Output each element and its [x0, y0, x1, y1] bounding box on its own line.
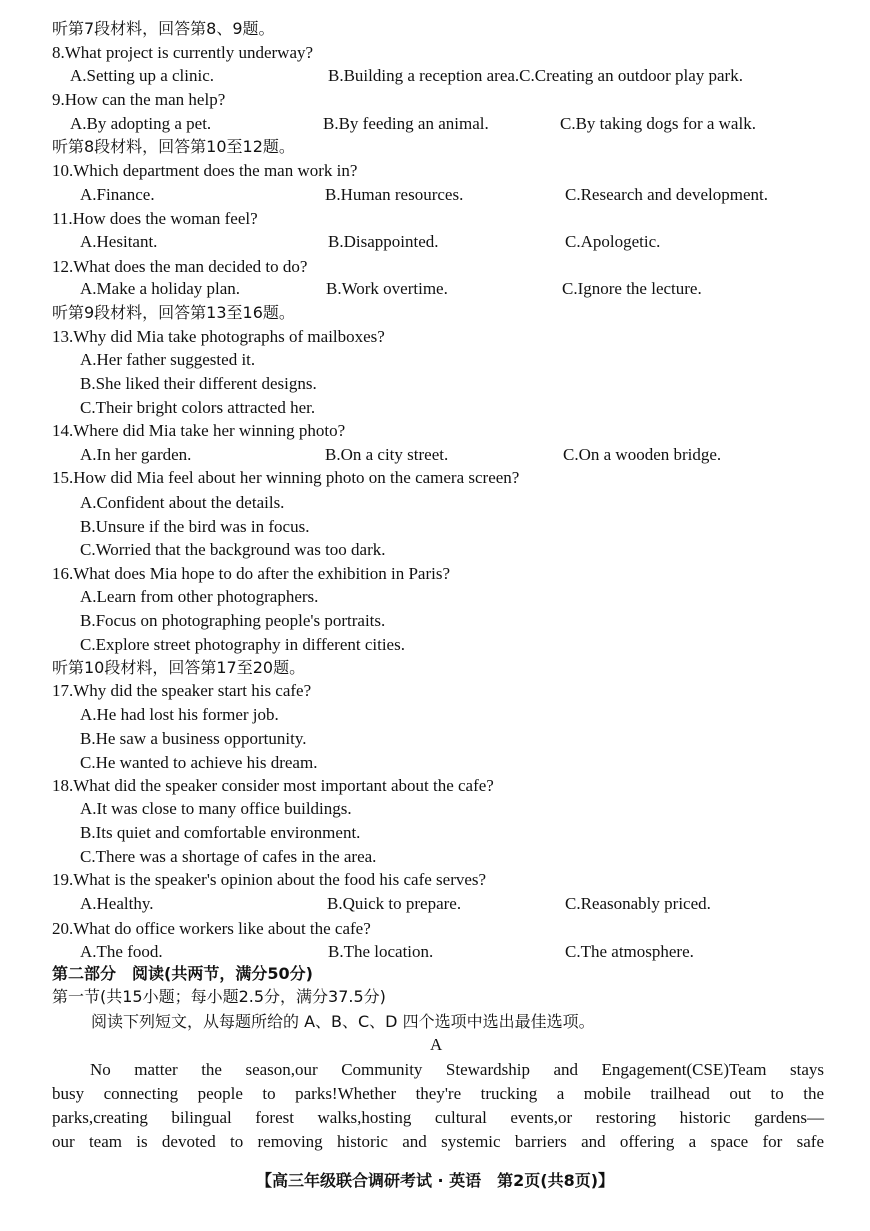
section-instruction: 听第10段材料，回答第17至20题。 [52, 658, 306, 677]
section-instruction: 听第7段材料，回答第8、9题。 [52, 19, 275, 38]
question-stem: 8.What project is currently underway? [52, 43, 314, 62]
question-stem: A.By adopting a pet. [70, 114, 212, 133]
answer-option: B.On a city street. [325, 445, 449, 464]
reading-instruction: 阅读下列短文，从每题所给的 A、B、C、D 四个选项中选出最佳选项。 [91, 1012, 595, 1031]
question-stem: 14.Where did Mia take her winning photo? [52, 421, 346, 440]
answer-option: A.In her garden. [80, 445, 192, 464]
answer-option: C.On a wooden bridge. [563, 445, 722, 464]
answer-option: A.Healthy. [80, 894, 154, 913]
answer-option: B.He saw a business opportunity. [80, 729, 307, 748]
answer-option: B.The location. [328, 942, 434, 961]
answer-option: A.Her father suggested it. [80, 350, 256, 369]
question-stem: 16.What does Mia hope to do after the exhibition in Paris? [52, 564, 450, 583]
passage-line: No matter the season,our Community Stewardship and Engagement(CSE)Team stays [90, 1060, 824, 1079]
passage-label: A [430, 1035, 443, 1054]
answer-option: C.Research and development. [565, 185, 768, 204]
question-stem: A.Setting up a clinic. [70, 66, 215, 85]
answer-option: C.Apologetic. [565, 232, 661, 251]
question-stem: B.Building a reception area.C.Creating an outdoor play park. [328, 66, 743, 85]
question-stem: 10.Which department does the man work in? [52, 161, 358, 180]
answer-option: B.Work overtime. [326, 279, 448, 298]
answer-option: C.Their bright colors attracted her. [80, 398, 316, 417]
section1-heading: 第一节(共15小题；每小题2.5分，满分37.5分) [52, 987, 386, 1006]
question-stem: C.By taking dogs for a walk. [560, 114, 756, 133]
answer-option: B.She liked their different designs. [80, 374, 317, 393]
answer-option: B.Unsure if the bird was in focus. [80, 517, 310, 536]
answer-option: C.Reasonably priced. [565, 894, 711, 913]
question-stem: 9.How can the man help? [52, 90, 226, 109]
question-stem: 18.What did the speaker consider most important about the cafe? [52, 776, 494, 795]
passage-line: parks,creating bilingual forest walks,hosting cultural events,or restoring historic gardens— [52, 1108, 824, 1127]
answer-option: C.Worried that the background was too dark. [80, 540, 386, 559]
question-stem: 13.Why did Mia take photographs of mailboxes? [52, 327, 385, 346]
answer-option: B.Focus on photographing people's portraits. [80, 611, 386, 630]
answer-option: A.Hesitant. [80, 232, 158, 251]
answer-option: C.Ignore the lecture. [562, 279, 702, 298]
part2-heading: 第二部分 阅读(共两节，满分50分) [52, 964, 313, 983]
answer-option: A.Learn from other photographers. [80, 587, 319, 606]
answer-option: A.Finance. [80, 185, 155, 204]
answer-option: A.The food. [80, 942, 163, 961]
answer-option: B.Human resources. [325, 185, 464, 204]
question-stem: 17.Why did the speaker start his cafe? [52, 681, 312, 700]
question-stem: 11.How does the woman feel? [52, 209, 258, 228]
question-stem: B.By feeding an animal. [323, 114, 489, 133]
passage-line: our team is devoted to removing historic and systemic barriers and offering a space for safe [52, 1132, 824, 1151]
answer-option: B.Quick to prepare. [327, 894, 462, 913]
page-footer: 【高三年级联合调研考试 · 英语 第2页(共8页)】 [255, 1171, 615, 1190]
passage-line: busy connecting people to parks!Whether they're trucking a mobile trailhead out to the [52, 1084, 824, 1103]
answer-option: C.There was a shortage of cafes in the area. [80, 847, 377, 866]
answer-option: C.Explore street photography in different cities. [80, 635, 405, 654]
answer-option: C.He wanted to achieve his dream. [80, 753, 318, 772]
answer-option: A.Make a holiday plan. [80, 279, 241, 298]
section-instruction: 听第8段材料，回答第10至12题。 [52, 137, 295, 156]
question-stem: 15.How did Mia feel about her winning photo on the camera screen? [52, 468, 520, 487]
question-stem: 19.What is the speaker's opinion about the food his cafe serves? [52, 870, 487, 889]
answer-option: B.Disappointed. [328, 232, 439, 251]
answer-option: A.He had lost his former job. [80, 705, 279, 724]
answer-option: B.Its quiet and comfortable environment. [80, 823, 361, 842]
answer-option: C.The atmosphere. [565, 942, 694, 961]
answer-option: A.It was close to many office buildings. [80, 799, 352, 818]
section-instruction: 听第9段材料，回答第13至16题。 [52, 303, 295, 322]
answer-option: A.Confident about the details. [80, 493, 285, 512]
question-stem: 12.What does the man decided to do? [52, 257, 308, 276]
question-stem: 20.What do office workers like about the cafe? [52, 919, 371, 938]
